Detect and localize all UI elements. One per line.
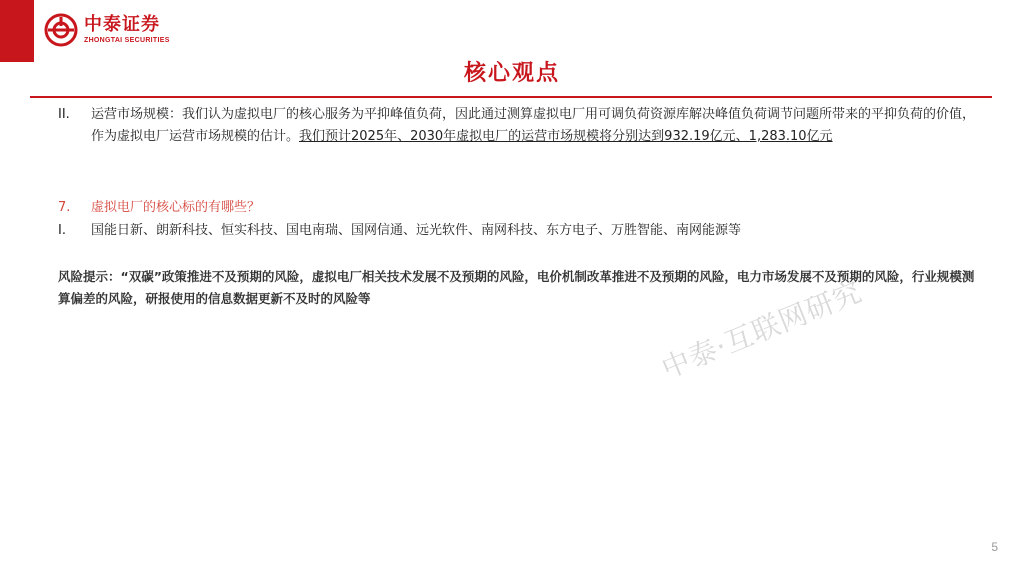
question-7-number: 7. — [58, 200, 71, 215]
page-title: 核心观点 — [463, 61, 560, 86]
question-7 — [58, 197, 976, 219]
item-ii-text — [91, 104, 976, 148]
question-7-text: 虚拟电厂的核心标的有哪些？ — [91, 200, 261, 215]
page-number: 5 — [991, 540, 998, 554]
header-red-bar — [0, 0, 34, 62]
item-i — [58, 220, 976, 242]
item-ii — [58, 104, 976, 148]
logo-english-name: ZHONGTAI SECURITIES — [84, 37, 170, 44]
logo-chinese-name: 中泰证券 — [84, 14, 160, 35]
company-logo — [44, 14, 170, 46]
item-i-text: 国能日新、朗新科技、恒实科技、国电南瑞、国网信通、远光软件、南网科技、东方电子、万胜智能、南网能源等 — [91, 223, 742, 238]
item-ii-plain-text: 运营市场规模：我们认为虚拟电厂的核心服务为平抑峰值负荷，因此通过测算虚拟电厂用可调负荷资源库解决峰值负荷调节问题所带来的平抑负荷的价值，作为虚拟电厂运营市场规模的估计。 — [91, 107, 976, 144]
item-ii-number: II. — [58, 107, 70, 122]
risk-warning: 风险提示：“双碳”政策推进不及预期的风险，虚拟电厂相关技术发展不及预期的风险，电价机制改革推进不及预期的风险，电力市场发展不及预期的风险，行业规模测算偏差的风险，研报使用的信息数据更新不及时的风险等 — [58, 269, 975, 306]
item-i-number: I. — [58, 223, 66, 238]
title-divider — [30, 96, 992, 98]
zhongtai-logo-icon — [44, 13, 78, 47]
item-ii-underlined-text: 我们预计2025年、2030年虚拟电厂的运营市场规模将分别达到932.19亿元、1,283.10亿元 — [299, 129, 833, 144]
header-bar — [0, 0, 1024, 62]
watermark: 中泰·互联网研究 — [656, 274, 867, 386]
